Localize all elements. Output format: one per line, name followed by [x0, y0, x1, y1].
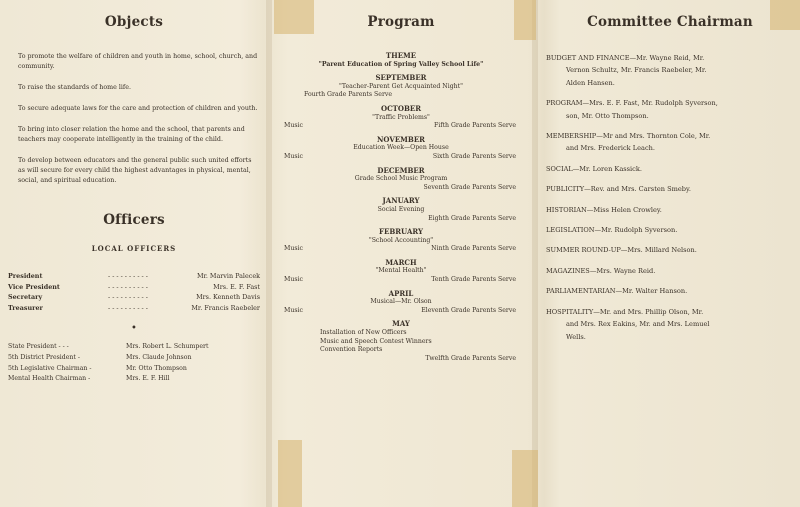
- committee-line: HOSPITALITY—Mr. and Mrs. Phillip Olson, Mr.: [546, 307, 704, 316]
- program-line: Music and Speech Contest Winners: [320, 337, 432, 345]
- program-line: "Mental Health": [375, 267, 427, 275]
- officer-role: Vice President: [8, 282, 60, 291]
- music-label: [276, 184, 334, 193]
- committee-entry: [546, 130, 794, 155]
- committee-entry: [546, 163, 794, 175]
- officer-row: [8, 303, 260, 314]
- committee-line: Alden Hansen.: [566, 78, 615, 87]
- committee-entry: [546, 183, 794, 195]
- committee-entry: [546, 52, 794, 89]
- officer-name: Mrs. Kenneth Davis: [196, 293, 260, 302]
- committee-entry: [546, 224, 794, 236]
- month-heading: NOVEMBER: [377, 134, 425, 144]
- serve-text: Fifth Grade Parents Serve: [433, 122, 516, 130]
- state-officer-name: Mrs. Robert L. Schumpert: [126, 343, 209, 351]
- committee-line: Wells.: [566, 332, 586, 341]
- music-label: [276, 215, 334, 224]
- music-label: Music: [284, 306, 303, 314]
- serve-line: [276, 184, 526, 193]
- officer-leader: - - - - - - - - - -: [108, 272, 148, 280]
- state-officer-role: Mental Health Chairman -: [8, 375, 91, 383]
- committee-line: PROGRAM—Mrs. E. F. Fast, Mr. Rudolph Syverson,: [546, 99, 718, 108]
- state-officer-row: [8, 364, 260, 375]
- committee-entry: [546, 265, 794, 277]
- state-officer-role: 5th District President -: [8, 353, 80, 361]
- state-officer-row: [8, 353, 260, 364]
- committee-line: son, Mr. Otto Thompson.: [566, 111, 649, 120]
- theme-text: "Parent Education of Spring Valley School Life": [318, 60, 484, 68]
- program-line: Social Evening: [377, 205, 425, 213]
- objects-list: [8, 52, 260, 186]
- object-item: To promote the welfare of children and youth in home, school, church, and community.: [18, 53, 258, 70]
- committee-entry: [546, 285, 794, 297]
- officer-row: [8, 271, 260, 282]
- month-heading: FEBRUARY: [379, 227, 423, 237]
- month-heading: DECEMBER: [377, 165, 425, 175]
- officer-name: Mrs. E. F. Fast: [213, 282, 260, 291]
- month-heading: APRIL: [388, 288, 414, 298]
- month-heading: OCTOBER: [380, 103, 422, 113]
- music-label: Music: [284, 122, 303, 130]
- committee-line: MAGAZINES—Mrs. Wayne Reid.: [546, 266, 656, 275]
- program-line: "Traffic Problems": [372, 113, 430, 121]
- committee-line: BUDGET AND FINANCE—Mr. Wayne Reid, Mr.: [546, 54, 705, 62]
- state-officer-role: 5th Legislative Chairman -: [8, 364, 92, 372]
- objects-officers-panel: [0, 0, 266, 507]
- state-officer-row: [8, 342, 260, 353]
- objects-title: Objects: [104, 14, 164, 30]
- program-line: "Teacher-Parent Get Acquainted Night": [339, 82, 463, 90]
- committee-panel: [538, 0, 800, 507]
- officer-row: [8, 292, 260, 303]
- program-title: Program: [367, 14, 435, 30]
- program-line: Grade School Music Program: [354, 175, 448, 183]
- serve-text: Fourth Grade Parents Serve: [304, 91, 393, 99]
- committee-line: HISTORIAN—Miss Helen Crowley.: [546, 205, 662, 214]
- officer-name: Mr. Francis Raebeler: [191, 303, 260, 312]
- committee-line: SUMMER ROUND-UP—Mrs. Millard Nelson.: [546, 246, 697, 255]
- state-officer-row: [8, 374, 260, 385]
- object-item: To raise the standards of home life.: [18, 84, 131, 91]
- serve-text: Eighth Grade Parents Serve: [428, 214, 516, 222]
- committee-entry: [546, 204, 794, 216]
- program-line: Convention Reports: [320, 346, 383, 354]
- state-officer-name: Mrs. Claude Johnson: [126, 353, 192, 361]
- committee-title: Committee Chairman: [587, 14, 753, 30]
- committee-entry: [546, 97, 794, 122]
- committee-entry: [546, 306, 794, 343]
- separator-bullet: •: [131, 323, 137, 335]
- program-line: "School Accounting": [368, 236, 434, 244]
- month-heading: SEPTEMBER: [375, 73, 427, 83]
- officer-leader: - - - - - - - - - -: [108, 303, 148, 312]
- serve-line: [276, 307, 526, 316]
- serve-line: [276, 276, 526, 285]
- theme-heading: THEME: [385, 51, 417, 60]
- serve-text: Sixth Grade Parents Serve: [432, 152, 516, 160]
- state-officers-list: [8, 342, 260, 384]
- officer-leader: - - - - - - - - - -: [108, 282, 148, 291]
- state-officer-name: Mrs. E. F. Hill: [126, 375, 170, 383]
- officer-name: Mr. Marvin Palecek: [196, 272, 260, 280]
- committee-line: SOCIAL—Mr. Loren Kassick.: [546, 164, 642, 173]
- committee-line: and Mrs. Rex Eakins, Mr. and Mrs. Lemuel: [566, 320, 710, 329]
- committee-line: PARLIAMENTARIAN—Mr. Walter Hanson.: [546, 287, 688, 296]
- officer-role: Secretary: [8, 293, 43, 302]
- object-item: To bring into closer relation the home and the school, that parents and teachers may cooperate intelligently in the training of the child.: [18, 126, 245, 143]
- officer-role: President: [8, 272, 43, 280]
- state-officer-role: State President - - -: [8, 343, 69, 351]
- month-heading: JANUARY: [382, 196, 420, 206]
- serve-line: [276, 122, 526, 131]
- state-officer-name: Mr. Otto Thompson: [126, 364, 187, 372]
- officers-title: Officers: [103, 212, 165, 228]
- serve-text: Seventh Grade Parents Serve: [423, 183, 516, 191]
- object-item: To secure adequate laws for the care and protection of children and youth.: [18, 105, 258, 112]
- committee-line: Vernon Schultz, Mr. Francis Raebeler, Mr.: [566, 66, 707, 75]
- serve-line: [276, 153, 526, 162]
- program-panel: [270, 0, 532, 507]
- committee-line: PUBLICITY—Rev. and Mrs. Carsten Smeby.: [546, 185, 691, 194]
- program-line: Education Week—Open House: [353, 144, 449, 152]
- program-line: Installation of New Officers: [320, 329, 407, 337]
- local-officers-heading: LOCAL OFFICERS: [91, 244, 177, 253]
- program-schedule: [276, 52, 526, 363]
- month-heading: MARCH: [385, 257, 417, 267]
- serve-line: Twelfth Grade Parents Serve: [425, 354, 516, 362]
- month-heading: MAY: [392, 319, 410, 329]
- committee-list: [546, 52, 794, 343]
- serve-line: [276, 91, 526, 100]
- program-line: Musical—Mr. Olson: [370, 298, 432, 306]
- officer-role: Treasurer: [8, 303, 43, 312]
- serve-text: Eleventh Grade Parents Serve: [421, 306, 516, 314]
- serve-text: Tenth Grade Parents Serve: [431, 276, 516, 284]
- music-label: Music: [284, 276, 303, 284]
- committee-line: LEGISLATION—Mr. Rudolph Syverson.: [546, 226, 678, 235]
- serve-line: [276, 215, 526, 224]
- committee-line: and Mrs. Frederick Leach.: [566, 144, 656, 153]
- committee-line: MEMBERSHIP—Mr and Mrs. Thornton Cole, Mr.: [546, 132, 711, 141]
- serve-line: [276, 245, 526, 254]
- music-label: Music: [284, 245, 303, 253]
- music-label: Music: [284, 152, 303, 160]
- officer-leader: - - - - - - - - - -: [108, 293, 148, 302]
- music-label: [276, 91, 304, 100]
- officer-row: [8, 282, 260, 293]
- committee-entry: [546, 244, 794, 256]
- serve-text: Ninth Grade Parents Serve: [431, 245, 516, 253]
- local-officers-list: [8, 271, 260, 313]
- object-item: To develop between educators and the general public such united efforts as will secure for every child the highest advantages in physical, mental, social, and spiritual education.: [18, 157, 252, 184]
